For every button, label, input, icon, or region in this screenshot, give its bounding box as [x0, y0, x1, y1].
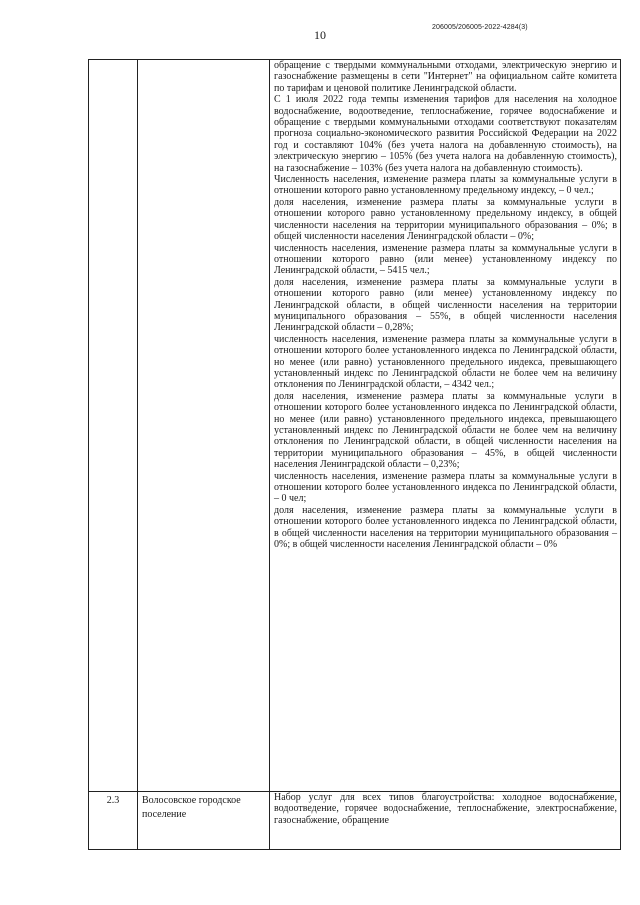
paragraph: численность населения, изменение размера платы за коммунальные услуги в отношении которого равно (или менее) установленному индексу по Ленинградской области, – 5415 чел.; — [274, 242, 617, 277]
paragraph: численность населения, изменение размера платы за коммунальные услуги в отношении которого более установленного индекса по Ленинградской области, но менее (или равно) установленного предельного индекса, превышающего установленный индекс по Ленинградской области не более чем на величину отклонения по Ленинградской области, – 4342 чел.; — [274, 333, 617, 391]
paragraph: Численность населения, изменение размера платы за коммунальные услуги в отношении которого равно установленному предельному индексу, – 0 чел.; — [274, 174, 617, 197]
municipality-cell: Волосовское городское поселение — [138, 792, 270, 850]
description-cell — [270, 60, 621, 792]
row-number-cell: 2.3 — [89, 792, 138, 850]
paragraph: численность населения, изменение размера платы за коммунальные услуги в отношении которого более установленного индекса по Ленинградской области, – 0 чел; — [274, 470, 617, 505]
row-number-cell — [89, 60, 138, 792]
paragraph: С 1 июля 2022 года темпы изменения тарифов для населения на холодное водоснабжение, водоотведение, теплоснабжение, горячее водоснабжение и обращение с твердыми коммунальными отходами соответствуют показателям прогноза социально-экономического развития Российской Федерации на 2022 год и составляют 104% (без учета налога на добавленную стоимость), на электрическую энергию – 105% (без учета налога на добавленную стоимость), на газоснабжение – 103% (без учета налога на добавленную стоимость). — [274, 94, 617, 174]
document-code: 206005/206005-2022-4284(3) — [432, 24, 528, 31]
table-row — [89, 60, 621, 792]
tariff-table — [88, 59, 621, 850]
paragraph: доля населения, изменение размера платы за коммунальные услуги в отношении которого более установленного индекса по Ленинградской области, но менее (или равно) установленного предельного индекса, превышающего установленный индекс по Ленинградской области не более чем на величину отклонения по Ленинградской области, в общей численности населения на территории муниципального образования – 45%, в общей численности населения Ленинградской области – 0,23%; — [274, 390, 617, 471]
description-cell — [270, 792, 621, 850]
paragraph: Набор услуг для всех типов благоустройства: холодное водоснабжение, водоотведение, горячее водоснабжение, теплоснабжение, электроснабжение, газоснабжение, обращение — [274, 792, 617, 826]
paragraph: доля населения, изменение размера платы за коммунальные услуги в отношении которого более установленного индекса по Ленинградской области, в общей численности населения на территории муниципального образования – 0%; в общей численности населения Ленинградской области – 0% — [274, 504, 617, 551]
paragraph: доля населения, изменение размера платы за коммунальные услуги в отношении которого равно (или менее) установленному индексу по Ленинградской области, в общей численности населения на территории муниципального образования – 55%, в общей численности населения Ленинградской области – 0,28%; — [274, 276, 617, 334]
page-number: 10 — [314, 28, 326, 42]
paragraph: доля населения, изменение размера платы за коммунальные услуги в отношении которого равно установленному предельному индексу, в общей численности населения на территории муниципального образования – 0%; в общей численности населения Ленинградской области – 0%; — [274, 196, 617, 243]
municipality-cell — [138, 60, 270, 792]
table-row — [89, 792, 621, 850]
paragraph: обращение с твердыми коммунальными отходами, электрическую энергию и газоснабжение размещены в сети "Интернет" на официальном сайте комитета по тарифам и ценовой политике Ленинградской области. — [274, 60, 617, 94]
